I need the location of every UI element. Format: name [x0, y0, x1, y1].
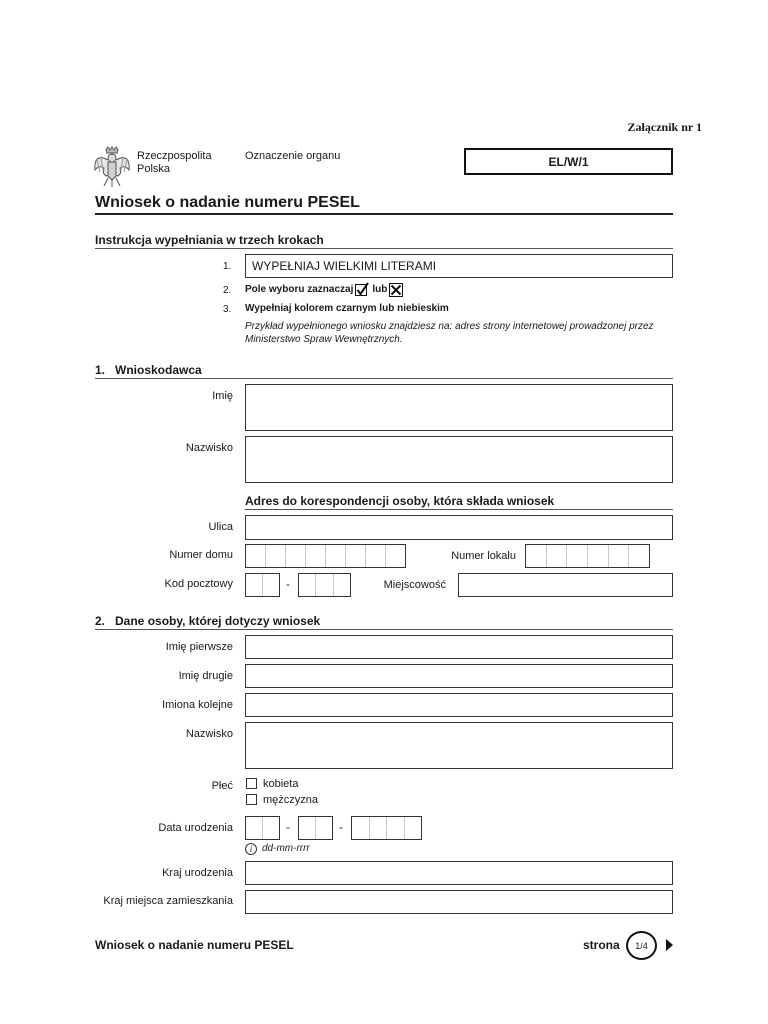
step2-number: 2.: [223, 285, 232, 296]
house-number-label: Numer domu: [169, 549, 233, 561]
step1-example-box: [245, 254, 673, 278]
form-code-box: [464, 148, 673, 175]
s1-last-name-label: Nazwisko: [185, 442, 233, 454]
s2-first-name-label: Imię pierwsze: [165, 641, 233, 653]
page-indicator: [626, 931, 657, 960]
city-input[interactable]: [458, 573, 673, 597]
annex-label: Załącznik nr 1: [627, 120, 702, 134]
organ-label: Oznaczenie organu: [245, 150, 341, 162]
s1-first-name-label: Imię: [212, 390, 233, 402]
cross-mark-icon: [389, 283, 403, 297]
page-number: 1/4: [635, 940, 648, 951]
birth-date-dash2: -: [339, 820, 343, 834]
section2-heading: 2. Dane osoby, której dotyczy wniosek: [95, 614, 673, 630]
city-label: Miejscowość: [383, 579, 446, 591]
page-label: strona: [583, 938, 620, 952]
s2-last-name-input[interactable]: [245, 722, 673, 769]
house-number-input[interactable]: [245, 544, 406, 568]
example-note: Przykład wypełnionego wniosku znajdziesz na: adres strony internetowej prowadzonej przez Ministerstwo Spraw Wewnętrznych.: [245, 321, 654, 345]
female-label: kobieta: [263, 778, 299, 790]
birth-date-label: Data urodzenia: [158, 822, 233, 834]
sex-label: Płeć: [211, 780, 233, 792]
section1-heading: 1. Wnioskodawca: [95, 363, 673, 379]
s2-second-name-label: Imię drugie: [178, 670, 233, 682]
street-input[interactable]: [245, 515, 673, 540]
page-title: Wniosek o nadanie numeru PESEL: [95, 194, 673, 215]
form-code: EL/W/1: [548, 154, 589, 169]
s2-other-names-label: Imiona kolejne: [162, 699, 233, 711]
step1-number: 1.: [223, 261, 232, 272]
date-format-hint: dd-mm-rrrr: [262, 843, 310, 854]
s2-second-name-input[interactable]: [245, 664, 673, 688]
step2-row: [245, 282, 403, 297]
s1-last-name-input[interactable]: [245, 436, 673, 483]
street-label: Ulica: [208, 521, 233, 533]
birth-year-input[interactable]: [351, 816, 422, 840]
birth-day-input[interactable]: [245, 816, 280, 840]
postal-code-label: Kod pocztowy: [164, 578, 233, 590]
checkmark-icon: [355, 282, 370, 297]
address-heading: Adres do korespondencji osoby, która składa wniosek: [245, 494, 673, 510]
info-icon: i: [245, 843, 257, 855]
instructions-heading: Instrukcja wypełniania w trzech krokach: [95, 233, 673, 249]
postal-code-part1-input[interactable]: [245, 573, 280, 597]
flat-number-input[interactable]: [525, 544, 650, 568]
eagle-emblem-icon: [92, 146, 132, 188]
residence-country-input[interactable]: [245, 890, 673, 914]
male-label: mężczyzna: [263, 794, 319, 806]
birth-country-input[interactable]: [245, 861, 673, 885]
next-page-arrow-icon[interactable]: [665, 938, 674, 952]
s2-last-name-label: Nazwisko: [185, 728, 233, 740]
birth-month-input[interactable]: [298, 816, 333, 840]
emblem-text-line1: Rzeczpospolita: [137, 150, 212, 162]
postal-code-part2-input[interactable]: [298, 573, 351, 597]
s2-other-names-input[interactable]: [245, 693, 673, 717]
birth-date-dash1: -: [286, 820, 290, 834]
flat-number-label: Numer lokalu: [451, 550, 516, 562]
step3-number: 3.: [223, 304, 232, 315]
s2-first-name-input[interactable]: [245, 635, 673, 659]
female-checkbox[interactable]: [246, 778, 257, 789]
step1-text: WYPEŁNIAJ WIELKIMI LITERAMI: [252, 259, 437, 273]
male-checkbox[interactable]: [246, 794, 257, 805]
footer-title: Wniosek o nadanie numeru PESEL: [95, 938, 294, 952]
step2-text: Pole wyboru zaznaczaj: [245, 284, 354, 295]
emblem-text-line2: Polska: [137, 163, 171, 175]
step3-text: Wypełniaj kolorem czarnym lub niebieskim: [245, 303, 449, 314]
postal-code-dash: -: [286, 577, 290, 591]
step2-or: lub: [372, 284, 388, 295]
s1-first-name-input[interactable]: [245, 384, 673, 431]
residence-country-label: Kraj miejsca zamieszkania: [103, 895, 233, 907]
birth-country-label: Kraj urodzenia: [162, 867, 233, 879]
